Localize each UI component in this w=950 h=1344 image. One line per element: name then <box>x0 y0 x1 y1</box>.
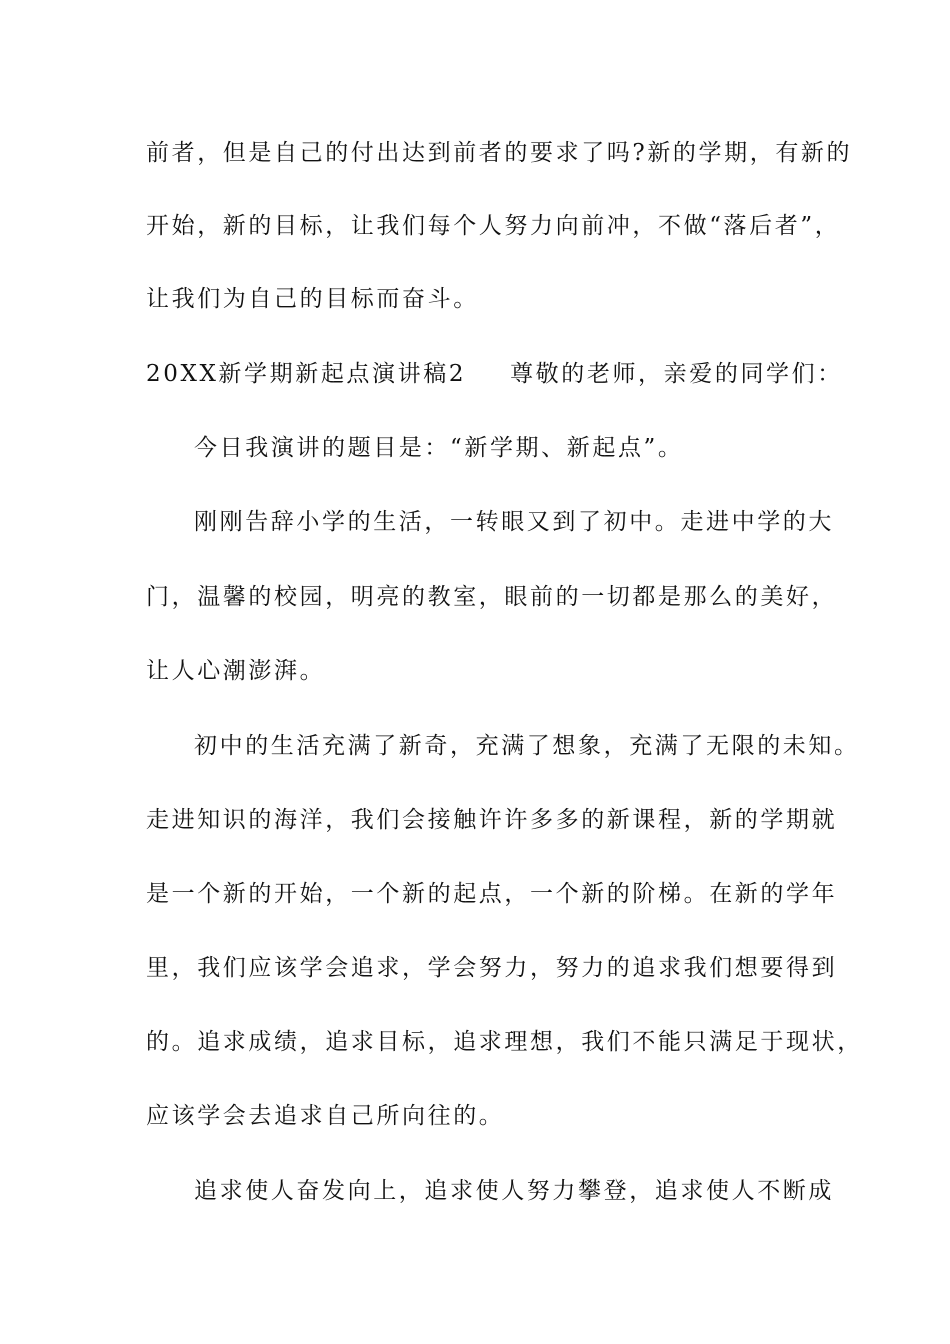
paragraph-line: 的。追求成绩，追求目标，追求理想，我们不能只满足于现状， <box>146 1029 863 1055</box>
paragraph-line: 刚刚告辞小学的生活，一转眼又到了初中。走进中学的大 <box>194 509 834 535</box>
paragraph-line: 让人心潮澎湃。 <box>146 658 326 684</box>
paragraph-line: 是一个新的开始，一个新的起点，一个新的阶梯。在新的学年 <box>146 881 838 907</box>
paragraph-line: 前者，但是自己的付出达到前者的要求了吗?新的学期，有新的 <box>146 140 853 166</box>
paragraph-line: 开始，新的目标，让我们每个人努力向前冲，不做“落后者”， <box>146 213 841 239</box>
paragraph-line: 让我们为自己的目标而奋斗。 <box>146 286 479 312</box>
paragraph-line: 走进知识的海洋，我们会接触许许多多的新课程，新的学期就 <box>146 807 838 833</box>
paragraph-line: 今日我演讲的题目是：“新学期、新起点”。 <box>194 435 684 461</box>
section-title: 20XX新学期新起点演讲稿2 <box>146 361 467 387</box>
paragraph-line: 初中的生活充满了新奇，充满了想象，充满了无限的未知。 <box>194 733 860 759</box>
paragraph-line: 里，我们应该学会追求，学会努力，努力的追求我们想要得到 <box>146 955 838 981</box>
paragraph-line: 应该学会去追求自己所向往的。 <box>146 1103 505 1129</box>
greeting: 尊敬的老师，亲爱的同学们： <box>510 361 843 387</box>
section-heading-line <box>146 359 846 389</box>
paragraph-line: 门，温馨的校园，明亮的教室，眼前的一切都是那么的美好， <box>146 584 838 610</box>
paragraph-line: 追求使人奋发向上，追求使人努力攀登，追求使人不断成 <box>194 1178 834 1204</box>
